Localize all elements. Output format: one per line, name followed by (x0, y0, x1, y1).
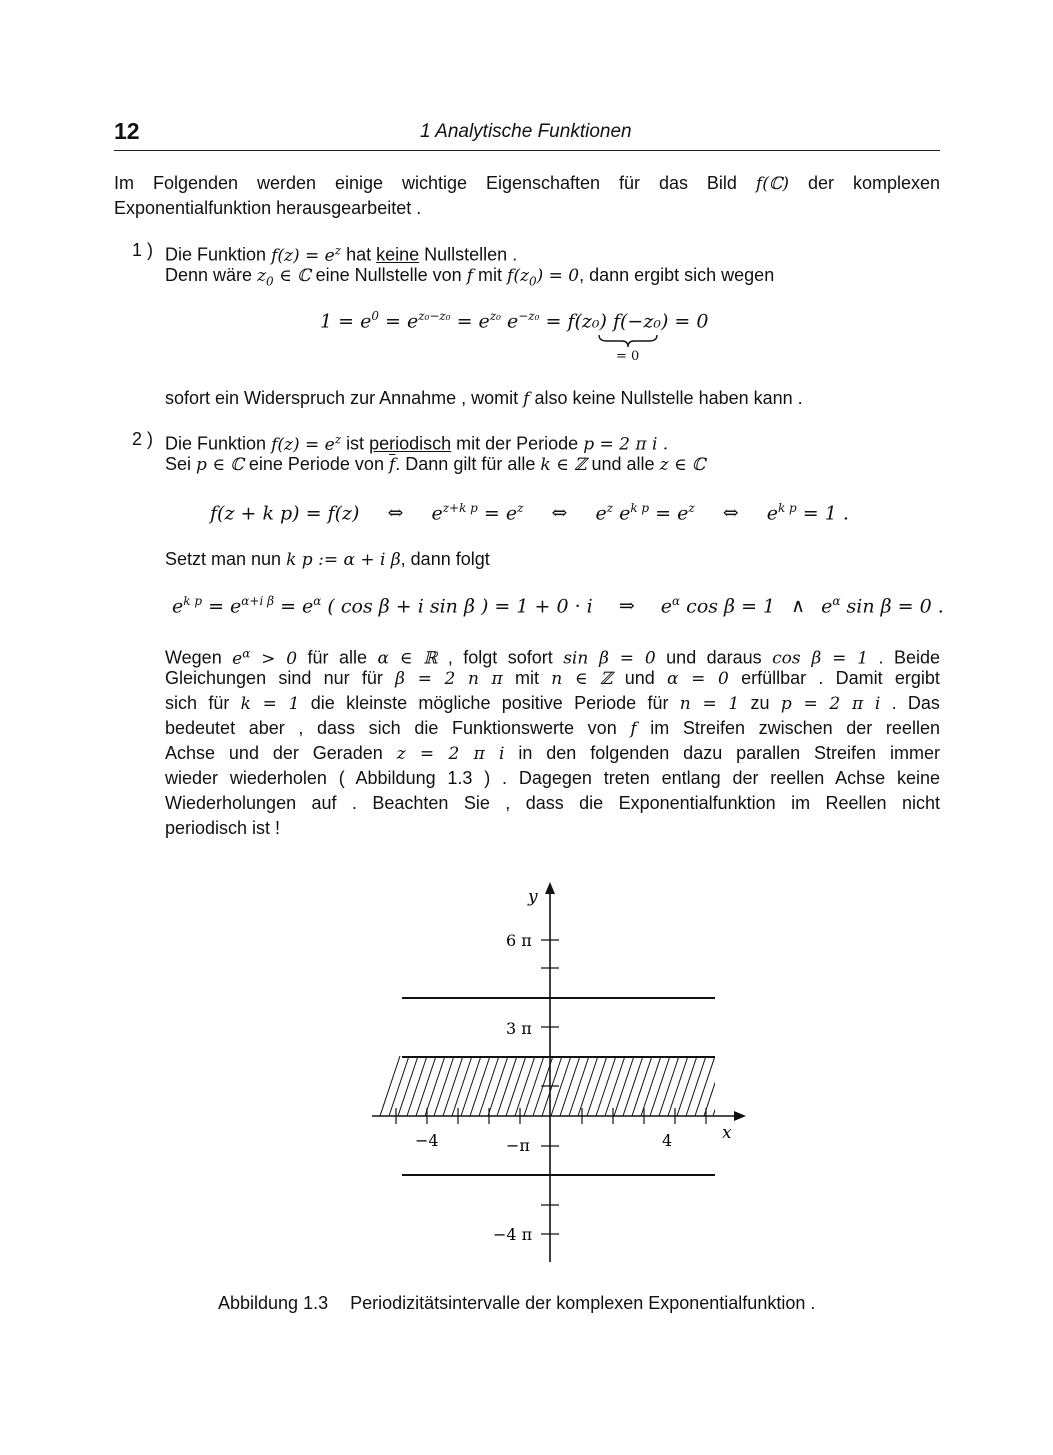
hatch-line (407, 1056, 427, 1116)
item1-line-2: Denn wäre $z_0$ ∈ ℂ eine Nullstelle von f mit $f(z_0) = 0$, dann ergibt sich wegen (165, 265, 775, 289)
hatch-line (389, 1056, 409, 1116)
math-f-c: f(ℂ) (755, 174, 789, 194)
hatch-line (425, 1056, 445, 1116)
y-axis-arrow (545, 882, 555, 894)
paragraph-line: sich für k = 1 die kleinste mögliche positive Periode für n = 1 zu p = 2 π i . Das (165, 693, 940, 714)
header-rule (114, 150, 940, 151)
x-axis-label: x (722, 1123, 732, 1143)
hatch-line (668, 1056, 688, 1116)
item2-line-1: Die Funktion $f(z) = e^z$ ist periodisch mit der Periode p = 2 π i . (165, 432, 669, 455)
periodicity-figure (360, 870, 760, 1270)
hatch-line (470, 1056, 490, 1116)
figure-caption: Abbildung 1.3 Periodizitätsintervalle der komplexen Exponentialfunktion . (218, 1293, 816, 1313)
hatch-line (398, 1056, 418, 1116)
intro-line-1: Im Folgenden werden einige wichtige Eigenschaften für das Bild f(ℂ) der komplexen (114, 173, 940, 194)
hatch-line (587, 1056, 607, 1116)
hatch-line (704, 1056, 724, 1116)
y-tick-label-minus-pi: −π (506, 1136, 530, 1155)
hatch-line (596, 1056, 616, 1116)
hatch-line (479, 1056, 499, 1116)
hatch-line (722, 1056, 742, 1116)
hatch-line (443, 1056, 463, 1116)
page-number: 12 (114, 118, 140, 144)
item1-number: 1 ) (132, 240, 154, 260)
keyword-periodisch: periodisch (369, 433, 452, 454)
brace-expression: f(z₀) (567, 310, 607, 333)
hatch-line (677, 1056, 697, 1116)
hatch-line (713, 1056, 733, 1116)
hatch-line (380, 1056, 400, 1116)
x-axis-arrow (734, 1111, 746, 1121)
hatch-line (461, 1056, 481, 1116)
hatch-line (515, 1056, 535, 1116)
hatch-line (650, 1056, 670, 1116)
hatch-line (578, 1056, 598, 1116)
equation-euler: $e^{k p} = e^{\alpha+i \beta} = e^\alpha$ ( cos β + i sin β ) = 1 + 0 · i ⇒ $e^\alpha$ cos β = 1 ∧ $e^\alpha$ sin β = 0 . (172, 594, 944, 618)
brace-label: = 0 (616, 349, 640, 364)
paragraph-line: Wegen $e^\alpha > 0$ für alle α ∈ ℝ , folgt sofort sin β = 0 und daraus cos β = 1 . Beide (165, 646, 940, 669)
hatch-line (659, 1056, 679, 1116)
item1-line-1: Die Funktion $f(z) = e^z$ hat keine Nullstellen . (165, 243, 518, 266)
hatch-line (434, 1056, 454, 1116)
hatched-strip (380, 1056, 742, 1116)
equation-periodicity: f(z + k p) = f(z) ⇔ $e^{z+k p} = e^z$ ⇔ $e^z$ $e^{k p} = e^z$ ⇔ $e^{k p} = 1$ . (210, 501, 849, 525)
paragraph-line: wieder wiederholen ( Abbildung 1.3 ) . Dagegen treten entlang der reellen Achse keine (165, 768, 940, 788)
hatch-line (695, 1056, 715, 1116)
hatch-line (497, 1056, 517, 1116)
keyword-keine: keine (376, 244, 420, 265)
item2-number: 2 ) (132, 429, 154, 449)
hatch-line (560, 1056, 580, 1116)
paragraph-line: bedeutet aber , dass sich die Funktionswerte von f im Streifen zwischen der reellen (165, 718, 940, 739)
item2-setzt: Setzt man nun k p := α + i β, dann folgt (165, 549, 490, 570)
y-tick-label-3pi: 3 π (506, 1019, 532, 1038)
y-tick-label-6pi: 6 π (506, 931, 532, 950)
x-tick-label-minus-4: −4 (415, 1131, 439, 1150)
y-axis-label: y (528, 887, 538, 907)
x-tick-label-4: 4 (662, 1131, 673, 1150)
paragraph-line: Wiederholungen auf . Beachten Sie , dass die Exponentialfunktion im Reellen nicht (165, 793, 940, 813)
hatch-line (605, 1056, 625, 1116)
hatch-line (506, 1056, 526, 1116)
hatch-line (569, 1056, 589, 1116)
equation-zero-proof: $1 = e^0 = e^{z_0-z_0} = e^{z_0}$ $e^{-z_0} = f(z_0) f(-z_0) = 0$ (320, 309, 709, 333)
underbrace (597, 334, 659, 348)
item2-line-2: Sei p ∈ ℂ eine Periode von $\overline{f}$. Dann gilt für alle k ∈ ℤ und alle z ∈ ℂ (165, 454, 706, 475)
hatch-line (641, 1056, 661, 1116)
hatch-line (686, 1056, 706, 1116)
paragraph-line: Gleichungen sind nur für β = 2 n π mit n ∈ ℤ und α = 0 erfüllbar . Damit ergibt (165, 668, 940, 689)
y-tick-label-minus-4pi: −4 π (493, 1225, 533, 1244)
hatch-line (623, 1056, 643, 1116)
paragraph-line: Achse und der Geraden z = 2 π i in den folgenden dazu parallen Streifen immer (165, 743, 940, 764)
hatch-line (452, 1056, 472, 1116)
chapter-title: 1 Analytische Funktionen (420, 121, 632, 142)
hatch-line (614, 1056, 634, 1116)
paragraph-line: periodisch ist ! (165, 818, 281, 838)
hatch-line (416, 1056, 436, 1116)
hatch-line (488, 1056, 508, 1116)
intro-line-2: Exponentialfunktion herausgearbeitet . (114, 198, 422, 218)
item1-conclusion: sofort ein Widerspruch zur Annahme , womit f also keine Nullstelle haben kann . (165, 388, 803, 409)
hatch-line (632, 1056, 652, 1116)
